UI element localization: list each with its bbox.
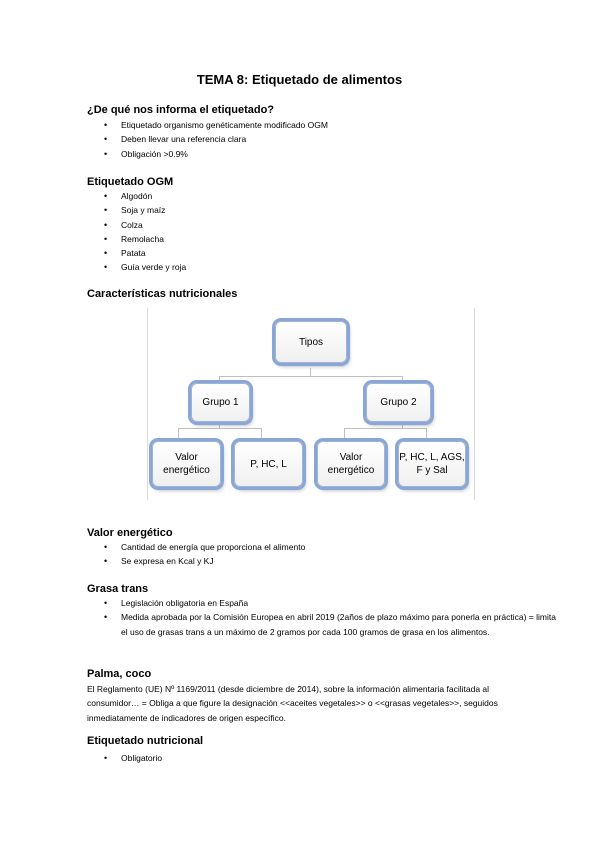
list-item: • Soja y maíz [87, 203, 186, 217]
list-item: • Obligatorio [87, 751, 162, 765]
bullet-list-etiquetado-nutricional [87, 751, 162, 765]
node-label: Valor energético [327, 452, 375, 476]
list-item: • Cantidad de energía que proporciona el alimento [87, 540, 305, 554]
diagram-node-grupo-2 [366, 383, 431, 422]
node-label: Grupo 1 [202, 397, 239, 408]
list-item: • Guía verde y roja [87, 260, 186, 274]
section-heading-etiquetado-nutricional: Etiquetado nutricional [87, 735, 204, 747]
list-item: • Obligación >0.9% [87, 147, 328, 161]
section-heading-valor-energetico: Valor energético [87, 527, 173, 539]
section-heading-ogm: Etiquetado OGM [87, 176, 174, 188]
connector-line [178, 428, 179, 438]
paragraph-reglamento: El Reglamento (UE) Nº 1169/2011 (desde diciembre de 2014), sobre la información alimentaria facilitada al consumidor… = Obliga a que figure la designación <<aceites vegetales>> o <<grasas vegetales>>, seguidos inmediatamente de indicadores de origen específico. [87, 684, 498, 723]
node-label: Valor energético [163, 452, 210, 476]
diagram-node-tipos [275, 321, 347, 363]
node-label: Grupo 2 [380, 397, 417, 408]
list-item: • Patata [87, 246, 186, 260]
diagram-node-p-hc-l-ags [398, 441, 466, 487]
types-hierarchy-diagram [147, 308, 475, 500]
section-heading-nutricionales: Características nutricionales [87, 288, 238, 300]
node-label: P, HC, L [250, 458, 287, 470]
section-heading-palma-coco: Palma, coco [87, 668, 152, 680]
list-item: • Colza [87, 218, 186, 232]
bullet-list-ogm [87, 189, 186, 275]
section-heading-etiquetado-info: ¿De qué nos informa el etiquetado? [87, 104, 275, 116]
node-label: Tipos [298, 336, 324, 348]
list-item: • Etiquetado organismo genéticamente modificado OGM [87, 118, 328, 132]
diagram-node-p-hc-l [234, 441, 303, 487]
connector-line [426, 428, 427, 438]
diagram-node-valor-energetico-1 [152, 441, 221, 487]
connector-line [219, 376, 402, 377]
list-item: • Algodón [87, 189, 186, 203]
connector-line [178, 428, 261, 429]
connector-line [261, 428, 262, 438]
bullet-list-grasa-trans [87, 596, 557, 639]
bullet-list-valor-energetico [87, 540, 305, 569]
connector-line [344, 428, 345, 438]
list-item: • Remolacha [87, 232, 186, 246]
diagram-node-valor-energetico-2 [317, 441, 385, 487]
list-item: • Se expresa en Kcal y KJ [87, 554, 305, 568]
page-title: TEMA 8: Etiquetado de alimentos [196, 72, 403, 87]
diagram-node-grupo-1 [191, 383, 250, 422]
list-item: • Legislación obligatoria en España [87, 596, 557, 610]
section-heading-grasa-trans: Grasa trans [87, 583, 149, 595]
node-label: P, HC, L, AGS, F y Sal [399, 452, 465, 476]
bullet-list-etiquetado-info [87, 118, 328, 161]
connector-line [344, 428, 426, 429]
connector-line [310, 368, 311, 376]
list-item: • Medida aprobada por la Comisión Europea en abril 2019 (2años de plazo máximo para ponerla en práctica) = limita el uso de grasas trans a un máximo de 2 gramos por cada 100 gramos de grasa en los alimentos. [87, 610, 557, 639]
list-item: • Deben llevar una referencia clara [87, 132, 328, 146]
